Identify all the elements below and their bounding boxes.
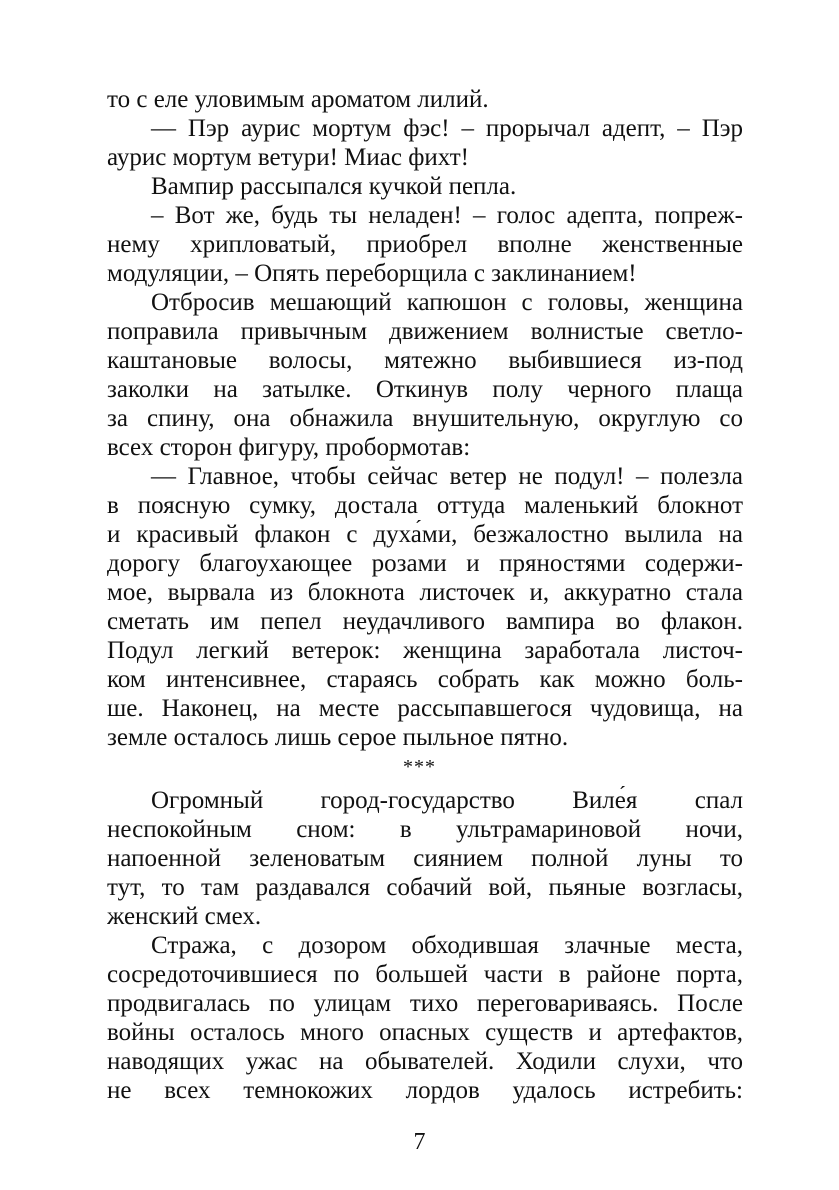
text-line: ком интенсивнее, стараясь собрать как можно боль- [107,666,743,693]
text-line: — Пэр аурис мортум фэс! – прорычал адепт, – Пэр [151,115,743,142]
text-line: Стража, с дозором обходившая злачные места, [151,932,743,959]
text-line: за спину, она обнажила внушительную, округлую со [107,405,743,432]
text-line: — Главное, чтобы сейчас ветер не подул! – полезла [151,463,743,490]
text-line: дорогу благоухающее розами и пряностями содержи- [107,550,743,577]
text-line: Огромный город-государство Виле́я спал [151,787,743,814]
text-line: не всех темнокожих лордов удалось истребить: [107,1077,743,1104]
text-line: в поясную сумку, достала оттуда маленький блокнот [107,492,743,519]
text-line: продвигалась по улицам тихо переговариваясь. После [107,990,743,1017]
text-line: поправила привычным движением волнистые светло- [107,318,743,345]
text-line: – Вот же, будь ты неладен! – голос адепта, попреж- [151,202,743,229]
text-line: мое, вырвала из блокнота листочек и, аккуратно стала [107,579,743,606]
text-line: наводящих ужас на обывателей. Ходили слухи, что [107,1048,743,1075]
text-line: и красивый флакон с духа́ми, безжалостно вылила на [107,521,743,548]
text-line: напоенной зеленоватым сиянием полной луны то [107,845,743,872]
text-section-2 [107,786,743,1105]
text-line: ше. Наконец, на месте рассыпавшегося чудовища, на [107,695,743,722]
text-line: каштановые волосы, мятежно выбившиеся из-под [107,347,743,374]
text-line: тут, то там раздавался собачий вой, пьяные возгласы, [107,874,743,901]
section-separator: *** [403,756,436,778]
page-number: 7 [413,1129,426,1155]
text-line: сосредоточившиеся по большей части в районе порта, [107,961,743,988]
text-section-1 [107,85,743,752]
text-line: то с еле уловимым ароматом лилий. [107,86,489,113]
text-line: сметать им пепел неудачливого вампира во флакон. [107,608,743,635]
text-line: женский смех. [107,903,262,930]
text-line: всех сторон фигуру, пробормотав: [107,434,471,461]
text-line: Отбросив мешающий капюшон с головы, женщина [151,289,743,316]
text-line: земле осталось лишь серое пыльное пятно. [107,724,569,751]
text-line: аурис мортум ветури! Миас фихт! [107,144,469,171]
text-line: неспокойным сном: в ультрамариновой ночи, [107,816,743,843]
text-line: Подул легкий ветерок: женщина заработала листоч- [107,637,743,664]
text-line: заколки на затылке. Откинув полу черного плаща [107,376,743,403]
text-line: нему хрипловатый, приобрел вполне женственные [107,231,743,258]
text-line: Вампир рассыпался кучкой пепла. [151,173,517,200]
text-line: войны осталось много опасных существ и артефактов, [107,1019,743,1046]
text-line: модуляции, – Опять переборщила с заклинанием! [107,260,637,287]
